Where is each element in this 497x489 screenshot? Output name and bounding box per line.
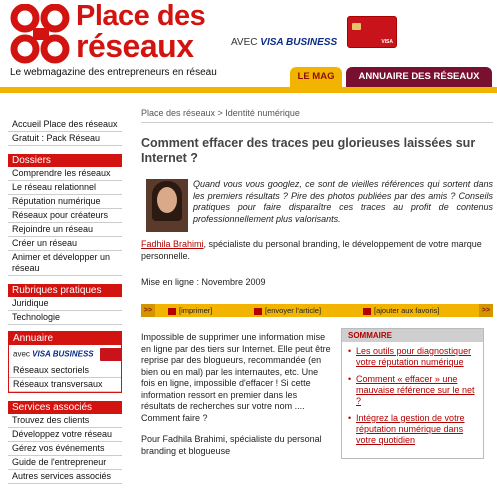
sidebar-item-accueil[interactable]: Accueil Place des réseaux: [8, 118, 122, 132]
visa-business-text: VISA BUSINESS: [260, 37, 338, 48]
site-tagline: Le webmagazine des entrepreneurs en réseau: [10, 67, 217, 78]
sidebar-item-juridique[interactable]: Juridique: [8, 297, 122, 311]
visa-partner-label: [231, 37, 337, 48]
tab-annuaire-des-reseaux[interactable]: ANNUAIRE DES RÉSEAUX: [346, 67, 492, 87]
author-face: [157, 187, 177, 213]
author-byline: [141, 239, 493, 262]
sidebar-item-transversaux[interactable]: Réseaux transversaux: [9, 378, 121, 392]
article-toolbar: [141, 304, 493, 317]
avec-text: AVEC: [231, 37, 258, 48]
favorites-label: [ajouter aux favoris]: [374, 306, 440, 315]
sidebar-annuaire-box: [8, 331, 122, 393]
site-header: [0, 0, 497, 92]
author-description: , spécialiste du personal branding, le développement de votre marque personnelle.: [141, 239, 482, 261]
email-label: [envoyer l'article]: [265, 306, 322, 315]
sidebar-item-evenements[interactable]: Gérez vos événements: [8, 442, 122, 456]
summary-item: [348, 346, 477, 368]
author-photo: [146, 179, 188, 232]
article-body: [141, 332, 331, 467]
card-chip-icon: [352, 23, 361, 30]
sidebar-item-autres[interactable]: Autres services associés: [8, 470, 122, 484]
sidebar-item-animer[interactable]: Animer et développer un réseau: [8, 251, 122, 276]
sidebar-item-technologie[interactable]: Technologie: [8, 311, 122, 325]
add-favorites-button[interactable]: [363, 305, 439, 316]
print-label: [imprimer]: [179, 306, 213, 315]
sidebar-item-reputation[interactable]: Réputation numérique: [8, 195, 122, 209]
sidebar-item-creer[interactable]: Créer un réseau: [8, 237, 122, 251]
place-des-reseaux-logo-icon[interactable]: [9, 4, 73, 64]
annuaire-avec: avec: [13, 349, 30, 359]
email-article-button[interactable]: [254, 305, 321, 316]
envelope-icon: [254, 308, 262, 315]
annuaire-visa-row: [9, 345, 121, 364]
sidebar-item-createurs[interactable]: Réseaux pour créateurs: [8, 209, 122, 223]
sidebar-item-comprendre[interactable]: Comprendre les réseaux: [8, 167, 122, 181]
publish-date: Mise en ligne : Novembre 2009: [141, 277, 266, 287]
print-button[interactable]: [168, 305, 212, 316]
toolbar-arrow-right: >>: [479, 304, 493, 317]
toolbar-arrow-left: >>: [141, 304, 155, 317]
breadcrumb[interactable]: Place des réseaux > Identité numérique: [141, 108, 300, 118]
annuaire-visa-text: VISA BUSINESS: [32, 349, 94, 359]
summary-item: [348, 413, 477, 446]
article-lead: Quand vous vous googlez, ce sont de vieilles références qui sortent dans les premiers résultats ? Pire des photos publiées par des amis ? Conseils pratiques pour faire disparaître ces traces au profit de contenus professionnellement plus valorisants.: [193, 179, 493, 224]
breadcrumb-divider: [141, 122, 493, 123]
sidebar-item-reseau-relationnel[interactable]: Le réseau relationnel: [8, 181, 122, 195]
summary-link-integrez[interactable]: Intégrez la gestion de votre réputation numérique dans votre quotidien: [356, 413, 465, 445]
sidebar-title-services: Services associés: [8, 401, 122, 414]
sidebar-title-rubriques: Rubriques pratiques: [8, 284, 122, 297]
article-title: Comment effacer des traces peu glorieuses laissées sur Internet ?: [141, 136, 476, 165]
sidebar-item-pack-reseau[interactable]: Gratuit : Pack Réseau: [8, 132, 122, 146]
summary-link-effacer[interactable]: Comment « effacer » une mauvaise référence sur le net ?: [356, 374, 475, 406]
body-paragraph: Impossible de supprimer une information mise en ligne par des tiers sur Internet. Elle peut être reprise par des blogueurs, recommandée (en bien ou en mal) par les internautes, etc. Une fois en ligne, impossible d'effacer ! Si cette information ressort en premier dans les résultats de recherches sur votre nom .... Comment faire ?: [141, 332, 331, 423]
logo-title-line2[interactable]: réseaux: [76, 28, 194, 64]
logo-title-line1[interactable]: Place des: [76, 0, 206, 32]
summary-list: [342, 342, 483, 458]
visa-card-icon: [100, 348, 122, 361]
sidebar-item-clients[interactable]: Trouvez des clients: [8, 414, 122, 428]
sidebar-item-rejoindre[interactable]: Rejoindre un réseau: [8, 223, 122, 237]
summary-link-outils[interactable]: Les outils pour diagnostiquer votre réputation numérique: [356, 346, 472, 367]
summary-title: SOMMAIRE: [342, 329, 483, 342]
summary-box: [341, 328, 484, 459]
body-paragraph: Pour Fadhila Brahimi, spécialiste du personal branding et blogueuse: [141, 434, 322, 456]
author-link[interactable]: Fadhila Brahimi: [141, 239, 204, 249]
sidebar-title-annuaire: Annuaire: [9, 332, 121, 345]
sidebar-title-dossiers: Dossiers: [8, 154, 122, 167]
sidebar-item-developpez[interactable]: Développez votre réseau: [8, 428, 122, 442]
sidebar: [8, 118, 122, 484]
visa-card-image: [347, 16, 397, 48]
card-label: VISA: [381, 39, 393, 45]
tab-le-mag[interactable]: LE MAG: [290, 67, 342, 87]
printer-icon: [168, 308, 176, 315]
summary-item: [348, 374, 477, 407]
sidebar-item-sectoriels[interactable]: Réseaux sectoriels: [9, 364, 121, 378]
sidebar-item-guide[interactable]: Guide de l'entrepreneur: [8, 456, 122, 470]
favorites-icon: [363, 308, 371, 315]
header-bar: [0, 87, 497, 93]
